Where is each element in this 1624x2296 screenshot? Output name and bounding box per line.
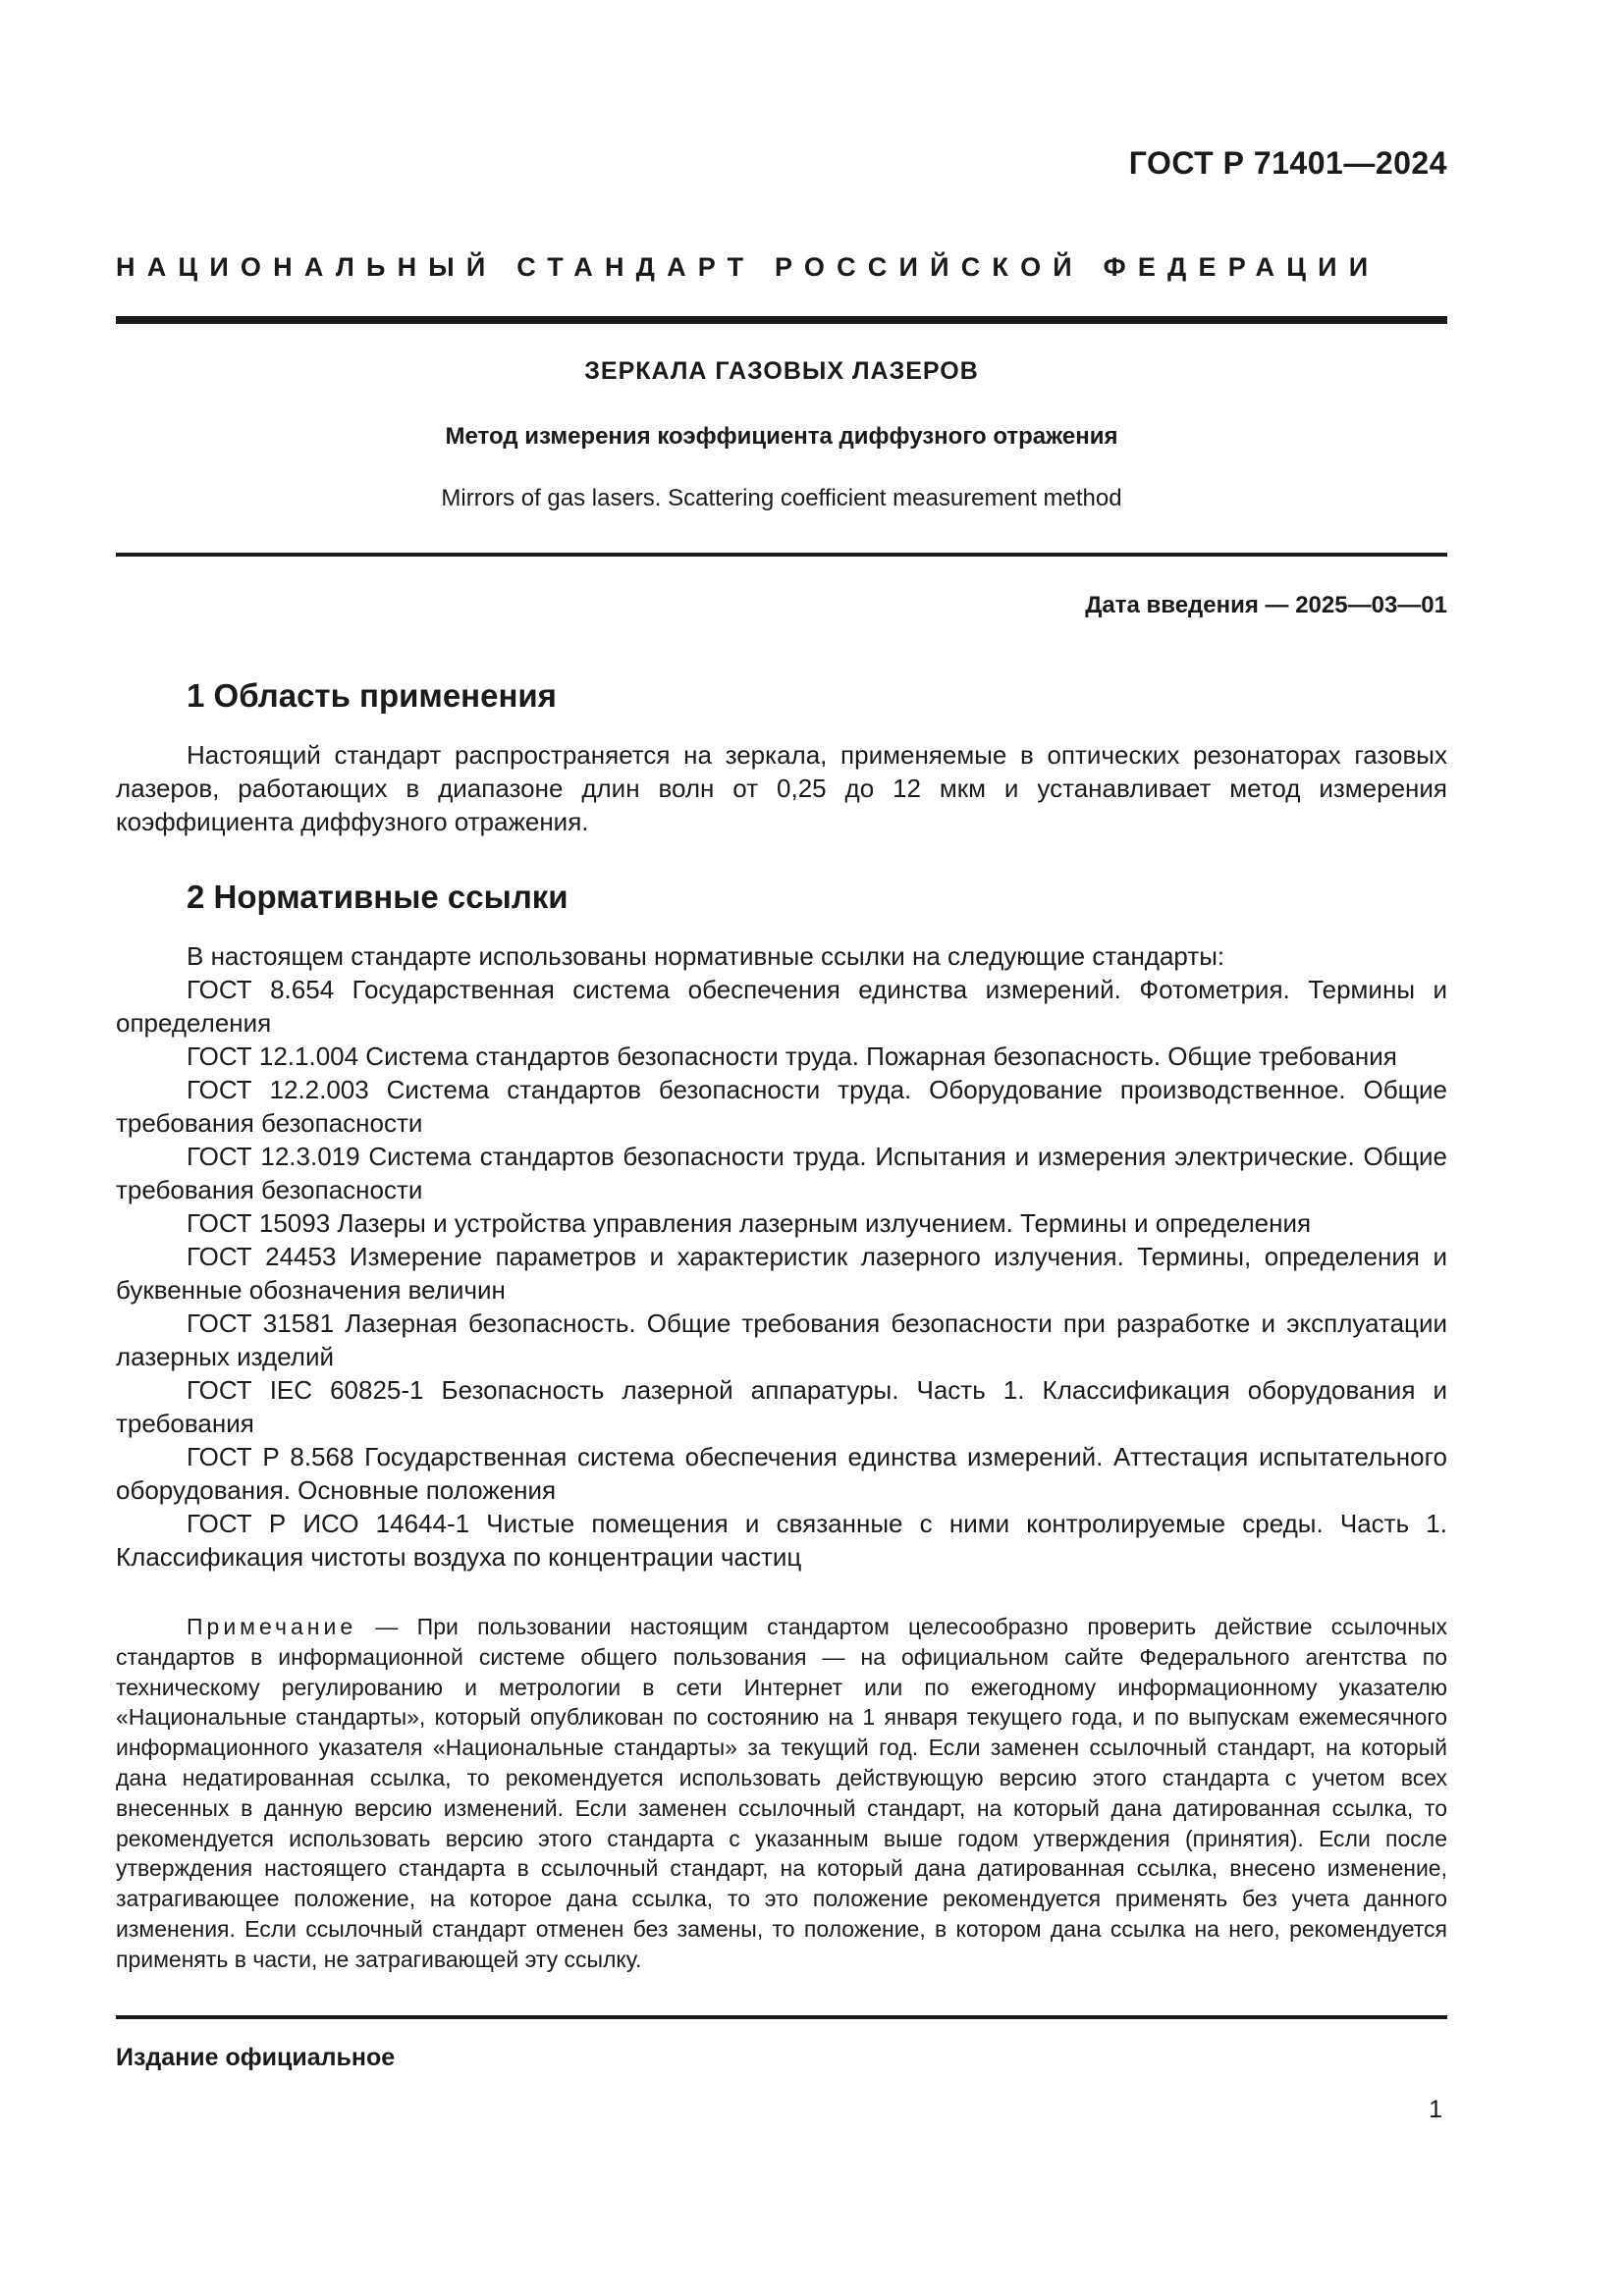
reference-item: ГОСТ 12.2.003 Система стандартов безопасности труда. Оборудование производственное. Общие требования безопасности	[116, 1075, 1447, 1138]
official-edition-label: Издание официальное	[116, 2044, 396, 2071]
note-label: Примечание	[187, 1614, 357, 1639]
reference-item: ГОСТ 12.3.019 Система стандартов безопасности труда. Испытания и измерения электрические. Общие требования безопасности	[116, 1142, 1447, 1204]
note-text: — При пользовании настоящим стандартом целесообразно проверить действие ссылочных стандартов в информационной системе общего пользования — на официальном сайте Федерального агентства по техническому регулированию и метрологии в сети Интернет или по ежегодному информационному указателю «Национальные стандарты», который опубликован по состоянию на 1 января текущего года, и по выпускам ежемесячного информационного указателя «Национальные стандарты» за текущий год. Если заменен ссылочный стандарт, на который дана недатированная ссылка, то рекомендуется использовать действующую версию этого стандарта с учетом всех внесенных в данную версию изменений. Если заменен ссылочный стандарт, на который дана датированная ссылка, то рекомендуется использовать версию этого стандарта с указанным выше годом утверждения (принятия). Если после утверждения настоящего стандарта в ссылочный стандарт, на который дана датированная ссылка, внесено изменение, затрагивающее положение, на которое дана ссылка, то это положение рекомендуется применять без учета данного изменения. Если ссылочный стандарт отменен без замены, то положение, в котором дана ссылка на него, рекомендуется применять в части, не затрагивающей эту ссылку.	[116, 1614, 1447, 1972]
references-intro: В настоящем стандарте использованы нормативные ссылки на следующие стандарты:	[187, 941, 1225, 971]
document-english-title: Mirrors of gas lasers. Scattering coefficient measurement method	[441, 485, 1122, 511]
reference-item: ГОСТ 12.1.004 Система стандартов безопасности труда. Пожарная безопасность. Общие требования	[187, 1041, 1397, 1071]
section-heading-references: 2 Нормативные ссылки	[187, 879, 568, 915]
document-subtitle: Метод измерения коэффициента диффузного отражения	[445, 423, 1118, 450]
reference-item: ГОСТ 31581 Лазерная безопасность. Общие требования безопасности при разработке и эксплуатации лазерных изделий	[116, 1308, 1447, 1371]
title-divider	[116, 553, 1447, 557]
footer-divider	[116, 2015, 1447, 2019]
section-heading-scope: 1 Область применения	[187, 677, 557, 714]
reference-item: ГОСТ 24453 Измерение параметров и характеристик лазерного излучения. Термины, определения и буквенные обозначения величин	[116, 1242, 1447, 1305]
reference-item: ГОСТ Р ИСО 14644-1 Чистые помещения и связанные с ними контролируемые среды. Часть 1. Классификация чистоты воздуха по концентрации частиц	[116, 1509, 1447, 1572]
scope-paragraph: Настоящий стандарт распространяется на зеркала, применяемые в оптических резонаторах газовых лазеров, работающих в диапазоне длин волн от 0,25 до 12 мкм и устанавливает метод измерения коэффициента диффузного отражения.	[116, 740, 1447, 836]
references-list	[116, 939, 1447, 1574]
references-note	[116, 1612, 1447, 1975]
page-number: 1	[1429, 2096, 1442, 2123]
header-divider	[116, 316, 1447, 324]
document-title: ЗЕРКАЛА ГАЗОВЫХ ЛАЗЕРОВ	[584, 357, 979, 385]
reference-item: ГОСТ 8.654 Государственная система обеспечения единства измерений. Фотометрия. Термины и определения	[116, 975, 1447, 1038]
reference-item: ГОСТ IEC 60825-1 Безопасность лазерной аппаратуры. Часть 1. Классификация оборудования и требования	[116, 1375, 1447, 1438]
document-number: ГОСТ Р 71401—2024	[1128, 145, 1447, 181]
introduction-date: Дата введения — 2025—03—01	[1085, 592, 1447, 618]
reference-item: ГОСТ 15093 Лазеры и устройства управления лазерным излучением. Термины и определения	[187, 1208, 1312, 1238]
reference-item: ГОСТ Р 8.568 Государственная система обеспечения единства измерений. Аттестация испытательного оборудования. Основные положения	[116, 1442, 1447, 1505]
standard-type-banner: НАЦИОНАЛЬНЫЙ СТАНДАРТ РОССИЙСКОЙ ФЕДЕРАЦИИ	[116, 252, 1380, 282]
